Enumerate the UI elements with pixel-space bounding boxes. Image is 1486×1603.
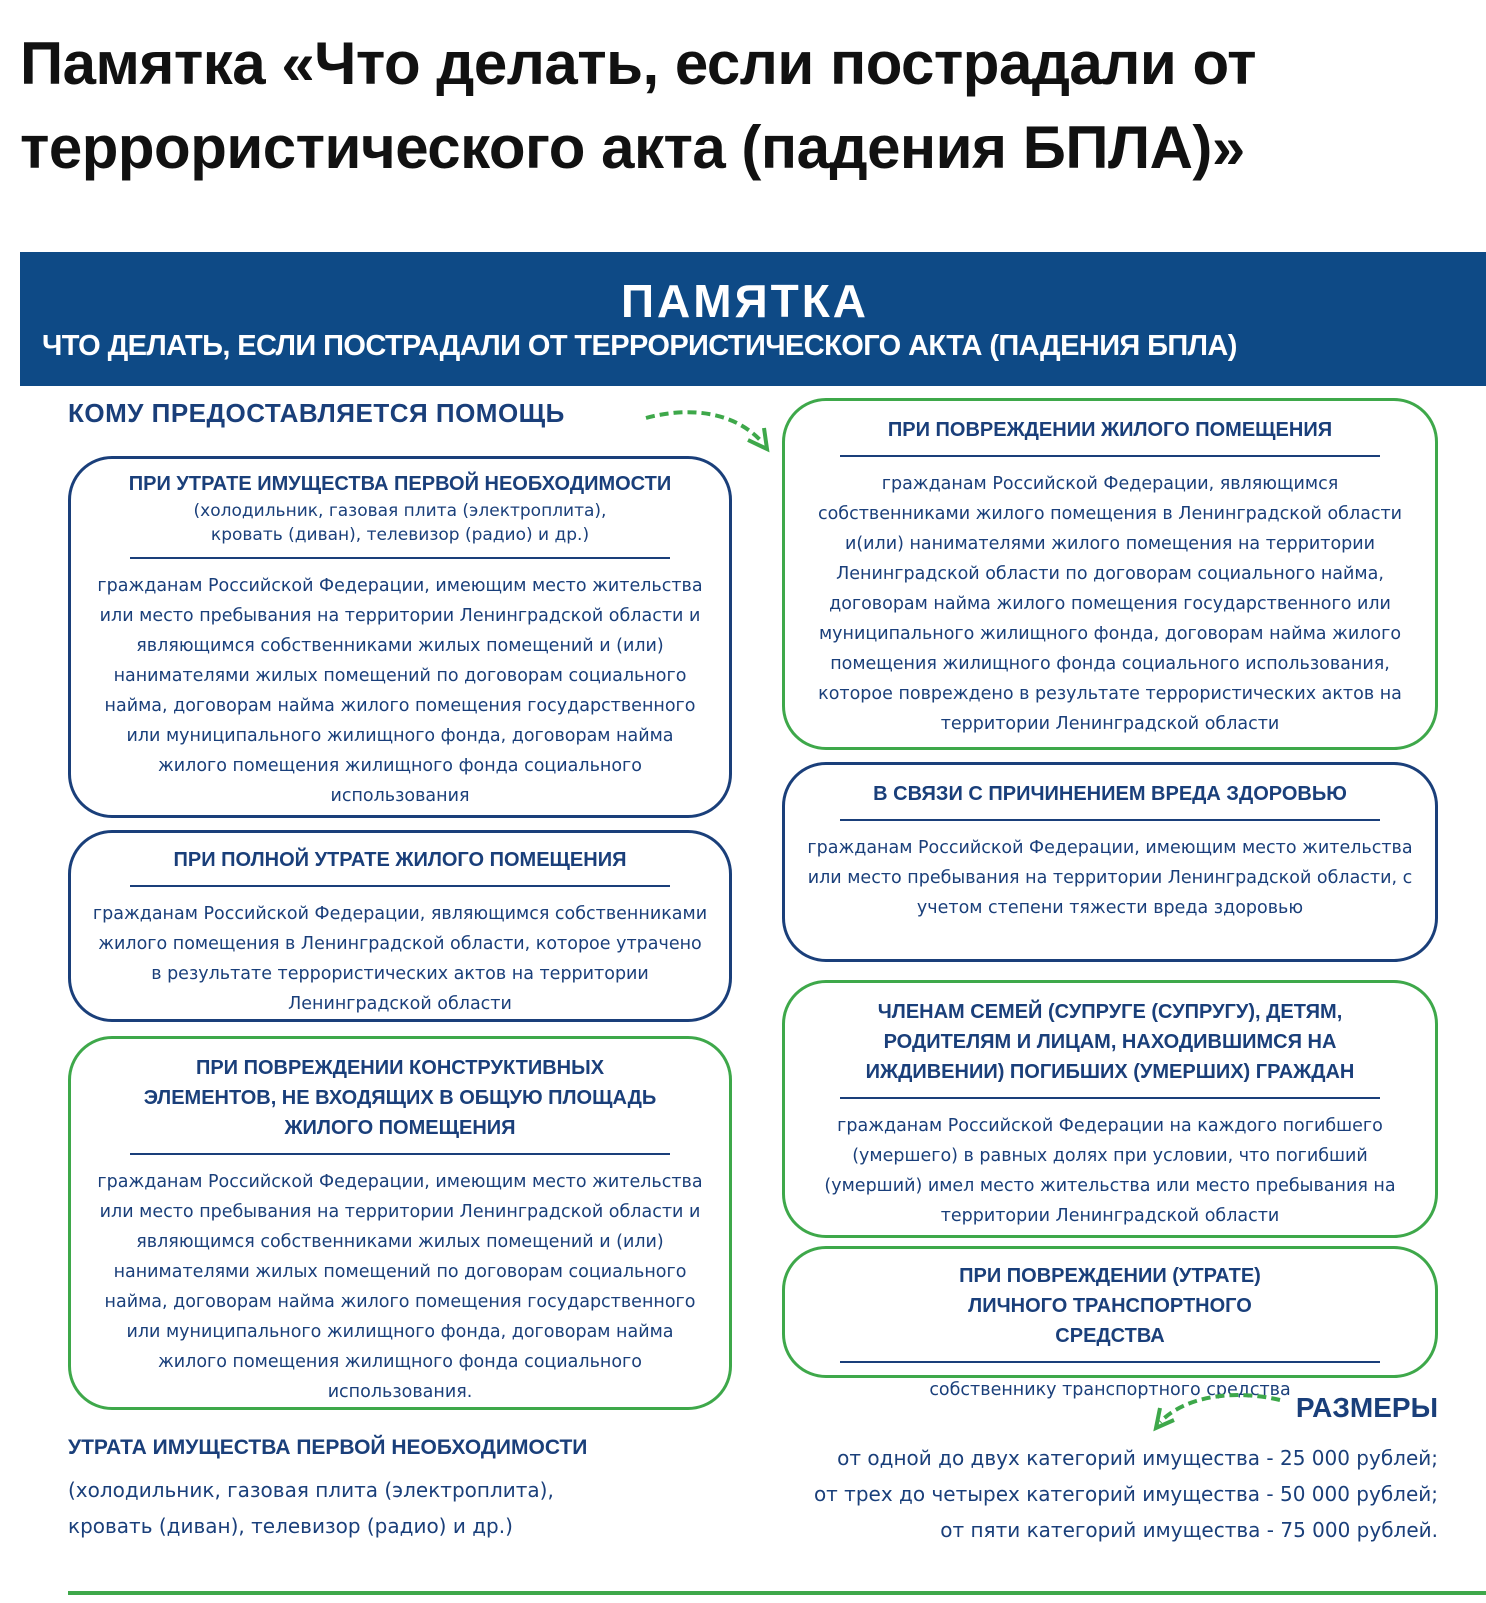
card-divider (840, 1097, 1380, 1099)
sizes-line: от пяти категорий имущества - 75 000 рублей. (940, 1518, 1438, 1542)
loss-note-text (68, 1472, 554, 1544)
sizes-heading: РАЗМЕРЫ (1295, 1392, 1438, 1423)
arrow-right-icon (640, 400, 780, 460)
banner-subtitle: ЧТО ДЕЛАТЬ, ЕСЛИ ПОСТРАДАЛИ ОТ ТЕРРОРИСТИЧЕСКОГО АКТА (ПАДЕНИЯ БПЛА) (42, 330, 1237, 362)
loss-note-line: кровать (диван), телевизор (радио) и др.) (68, 1514, 513, 1538)
card-divider (840, 455, 1380, 457)
memo-banner (20, 252, 1486, 386)
card-family-members (782, 980, 1438, 1238)
card-divider (840, 819, 1380, 821)
card-title: ЧЛЕНАМ СЕМЕЙ (СУПРУГЕ (СУПРУГУ), ДЕТЯМ, РОДИТЕЛЯМ И ЛИЦАМ, НАХОДИВШИМСЯ НА ИЖДИВЕНИИ) ПОГИБШИХ (УМЕРШИХ) ГРАЖДАН (865, 1001, 1355, 1083)
who-heading: КОМУ ПРЕДОСТАВЛЯЕТСЯ ПОМОЩЬ (68, 398, 565, 428)
card-body: гражданам Российской Федерации, являющимся собственниками жилого помещения в Ленинградской области и(или) нанимателями жилого помещения на территории Ленинградской области по договорам социального найма, договорам найма жилого помещения государственного или муниципального жилищного фонда, договорам найма жилого помещения жилищного фонда социального использования, которое повреждено в результате террористических актов на территории Ленинградской области (817, 474, 1403, 734)
card-body: гражданам Российской Федерации на каждого погибшего (умершего) в равных долях при условии, что погибший (умерший) имел место жительства или место пребывания на территории Ленинградской области (824, 1116, 1396, 1226)
card-body: собственнику транспортного средства (929, 1380, 1291, 1400)
card-full-housing-loss (68, 830, 732, 1022)
sizes-list (814, 1440, 1438, 1548)
card-divider (130, 885, 670, 887)
page-title: Памятка «Что делать, если пострадали от террористического акта (падения БПЛА)» (20, 30, 1256, 181)
card-title: ПРИ ПОЛНОЙ УТРАТЕ ЖИЛОГО ПОМЕЩЕНИЯ (173, 849, 627, 871)
card-health-harm (782, 762, 1438, 962)
sizes-line: от одной до двух категорий имущества - 25 000 рублей; (837, 1446, 1438, 1470)
banner-title: ПАМЯТКА (620, 275, 870, 327)
loss-note-line: (холодильник, газовая плита (электроплита), (68, 1478, 554, 1502)
sizes-line: от трех до четырех категорий имущества - 50 000 рублей; (813, 1482, 1438, 1506)
loss-note-title: УТРАТА ИМУЩЕСТВА ПЕРВОЙ НЕОБХОДИМОСТИ (68, 1436, 588, 1459)
card-title: ПРИ ПОВРЕЖДЕНИИ КОНСТРУКТИВНЫХ ЭЛЕМЕНТОВ, НЕ ВХОДЯЩИХ В ОБЩУЮ ПЛОЩАДЬ ЖИЛОГО ПОМЕЩЕНИЯ (143, 1057, 657, 1139)
card-divider (130, 557, 670, 559)
card-body: гражданам Российской Федерации, имеющим место жительства или место пребывания на территории Ленинградской области и являющимся собственниками жилых помещений и (или) нанимателями жилых помещений по договорам социального найма, договорам найма жилого помещения государственного или муниципального жилищного фонда, договорам найма жилого помещения жилищного фонда социального использования. (97, 1172, 703, 1402)
card-structural-damage (68, 1036, 732, 1410)
arrow-left-icon (1148, 1388, 1288, 1438)
card-housing-damage (782, 398, 1438, 750)
card-divider (840, 1361, 1380, 1363)
card-title: ПРИ УТРАТЕ ИМУЩЕСТВА ПЕРВОЙ НЕОБХОДИМОСТИ (128, 473, 672, 495)
card-vehicle-damage (782, 1246, 1438, 1400)
card-divider (130, 1153, 670, 1155)
card-body: гражданам Российской Федерации, являющимся собственниками жилого помещения в Ленинградской области, которое утрачено в результате террористических актов на территории Ленинградской области (92, 904, 708, 1014)
card-title: ПРИ ПОВРЕЖДЕНИИ ЖИЛОГО ПОМЕЩЕНИЯ (887, 419, 1333, 441)
card-subtitle: (холодильник, газовая плита (электроплита), кровать (диван), телевизор (радио) и др.) (193, 501, 607, 545)
card-body: гражданам Российской Федерации, имеющим место жительства или место пребывания на территории Ленинградской области, с учетом степени тяжести вреда здоровью (807, 838, 1413, 918)
card-essential-property-loss (68, 456, 732, 818)
card-title: ПРИ ПОВРЕЖДЕНИИ (УТРАТЕ) ЛИЧНОГО ТРАНСПОРТНОГО СРЕДСТВА (959, 1265, 1261, 1347)
bottom-divider (68, 1591, 1486, 1595)
card-body: гражданам Российской Федерации, имеющим место жительства или место пребывания на территории Ленинградской области и являющимся собственниками жилых помещений и (или) нанимателями жилых помещений по договорам социального найма, договорам найма жилого помещения государственного или муниципального жилищного фонда, договорам найма жилого помещения жилищного фонда социального использования (97, 576, 703, 806)
card-title: В СВЯЗИ С ПРИЧИНЕНИЕМ ВРЕДА ЗДОРОВЬЮ (873, 783, 1347, 805)
